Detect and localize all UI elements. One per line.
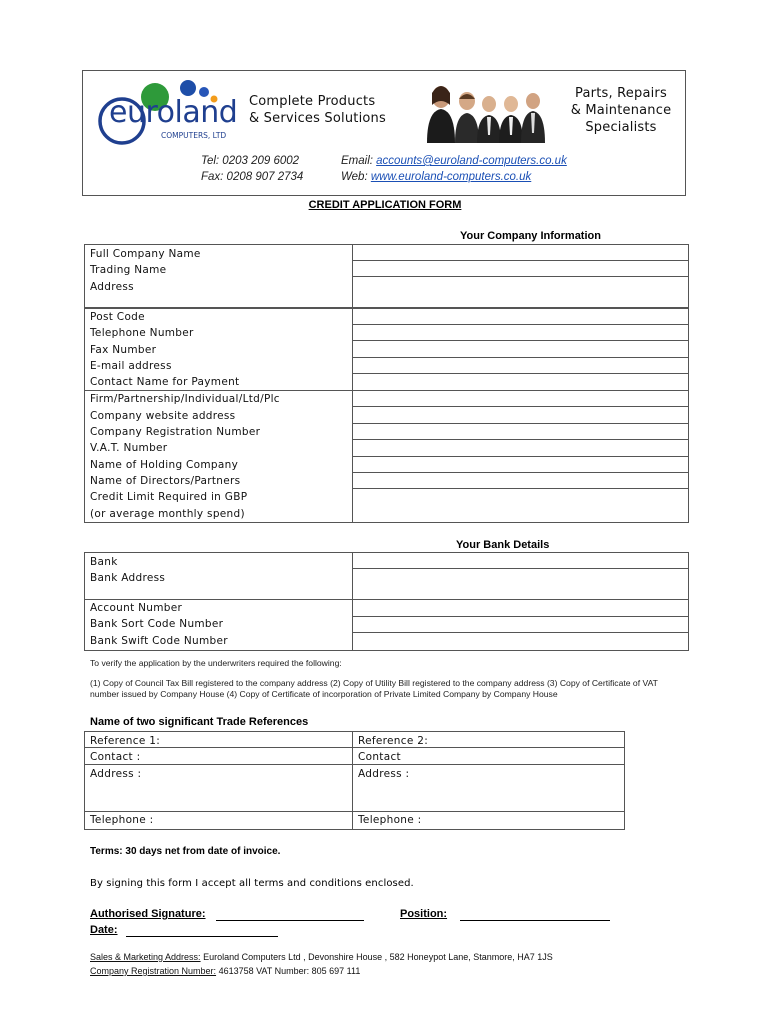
label-trading-name: Trading Name bbox=[90, 264, 167, 277]
label-sort-code: Bank Sort Code Number bbox=[90, 618, 224, 631]
tagline-line-2: & Services Solutions bbox=[249, 111, 386, 126]
company-divider-9 bbox=[352, 439, 688, 440]
label-address: Address bbox=[90, 280, 134, 293]
company-divider-5 bbox=[352, 357, 688, 358]
references-row-telephone bbox=[85, 812, 625, 830]
company-divider-6 bbox=[352, 373, 688, 374]
label-reference-1-address: Address : bbox=[90, 767, 142, 780]
label-directors-partners: Name of Directors/Partners bbox=[90, 474, 241, 487]
company-divider-4 bbox=[352, 340, 688, 341]
tagline-line-1: Complete Products bbox=[249, 94, 376, 109]
label-firm-type: Firm/Partnership/Individual/Ltd/Plc bbox=[90, 393, 280, 406]
bank-divider-2 bbox=[352, 616, 688, 617]
authorised-signature-label: Authorised Signature: bbox=[90, 908, 206, 920]
specialists-line-2: & Maintenance bbox=[570, 103, 672, 118]
bank-divider-1 bbox=[352, 568, 688, 569]
label-company-website: Company website address bbox=[90, 409, 236, 422]
label-post-code: Post Code bbox=[90, 311, 145, 323]
position-label: Position: bbox=[400, 908, 448, 920]
person-1 bbox=[427, 86, 455, 143]
references-divider-1 bbox=[84, 747, 624, 748]
online-block bbox=[341, 153, 567, 185]
label-vat-number: V.A.T. Number bbox=[90, 442, 168, 455]
bank-section-title: Your Bank Details bbox=[456, 539, 550, 551]
label-account-number: Account Number bbox=[90, 602, 183, 614]
company-divider-2 bbox=[352, 276, 688, 277]
label-bank-address: Bank Address bbox=[90, 572, 166, 585]
reference-2-cell[interactable] bbox=[353, 732, 625, 812]
bank-input-account[interactable] bbox=[353, 600, 689, 651]
bank-details-table bbox=[84, 552, 689, 651]
references-row-main bbox=[85, 732, 625, 812]
bank-divider-3 bbox=[352, 632, 688, 633]
reference-2-telephone-cell[interactable] bbox=[353, 812, 625, 830]
logo-wordmark: euroland bbox=[109, 95, 238, 130]
telephone: Tel: 0203 209 6002 bbox=[201, 155, 300, 167]
footer-registration-value: 4613758 VAT Number: 805 697 111 bbox=[216, 966, 361, 976]
label-reference-1: Reference 1: bbox=[90, 735, 161, 747]
specialists-line-1: Parts, Repairs bbox=[575, 86, 667, 101]
company-divider-10 bbox=[352, 456, 688, 457]
logo-subtext: COMPUTERS, LTD bbox=[161, 131, 227, 140]
terms-text: Terms: 30 days net from date of invoice. bbox=[90, 846, 281, 857]
company-input-contact[interactable] bbox=[353, 308, 689, 391]
label-telephone-number: Telephone Number bbox=[90, 327, 194, 340]
bank-labels-1 bbox=[85, 553, 353, 600]
references-divider-2 bbox=[84, 764, 624, 765]
company-labels-1 bbox=[85, 245, 353, 309]
date-label: Date: bbox=[90, 924, 118, 936]
label-credit-limit: Credit Limit Required in GBP bbox=[90, 491, 248, 504]
references-title: Name of two significant Trade References bbox=[90, 716, 309, 728]
bank-labels-2 bbox=[85, 600, 353, 651]
references-table bbox=[84, 731, 625, 830]
label-reference-2: Reference 2: bbox=[358, 735, 429, 747]
bank-row-account bbox=[85, 600, 689, 651]
company-divider-7 bbox=[352, 406, 688, 407]
tagline bbox=[249, 93, 386, 127]
company-labels-2 bbox=[85, 308, 353, 391]
footer-address-value: Euroland Computers Ltd , Devonshire House , 582 Honeypot Lane, Stanmore, HA7 1JS bbox=[200, 952, 553, 962]
staff-photo bbox=[419, 77, 553, 143]
logo-blue-dot bbox=[180, 80, 196, 96]
footer-address-label: Sales & Marketing Address: bbox=[90, 952, 201, 962]
web-label: Web: bbox=[341, 171, 371, 183]
label-email-address: E-mail address bbox=[90, 359, 172, 372]
reference-1-cell[interactable] bbox=[85, 732, 353, 812]
company-row-contact bbox=[85, 308, 689, 391]
label-reference-2-telephone: Telephone : bbox=[358, 814, 422, 826]
verify-intro: To verify the application by the underwriters required the following: bbox=[90, 658, 342, 668]
form-title: CREDIT APPLICATION FORM bbox=[308, 199, 462, 211]
label-reference-2-contact: Contact bbox=[358, 751, 401, 764]
label-bank: Bank bbox=[90, 556, 118, 568]
date-line[interactable] bbox=[126, 936, 278, 937]
verify-details bbox=[90, 678, 690, 700]
footer-registration-label: Company Registration Number: bbox=[90, 966, 217, 976]
phone-block bbox=[201, 153, 303, 185]
company-divider-12 bbox=[352, 488, 688, 489]
label-full-company-name: Full Company Name bbox=[90, 248, 201, 260]
person-5 bbox=[521, 93, 545, 143]
label-swift-code: Bank Swift Code Number bbox=[90, 634, 228, 647]
position-line[interactable] bbox=[460, 920, 610, 921]
label-fax-number: Fax Number bbox=[90, 343, 157, 356]
web-link[interactable]: www.euroland-computers.co.uk bbox=[370, 171, 532, 183]
verify-details-line-2: number issued by Company House (4) Copy of Certificate of incorporation of Private Limited Company by Company House bbox=[90, 689, 558, 699]
label-company-registration: Company Registration Number bbox=[90, 426, 261, 439]
letterhead bbox=[82, 70, 686, 196]
signature-line[interactable] bbox=[216, 920, 364, 921]
label-reference-1-contact: Contact : bbox=[90, 751, 141, 764]
person-3 bbox=[477, 96, 501, 143]
company-divider-1 bbox=[352, 260, 688, 261]
footer-registration bbox=[90, 964, 360, 978]
company-divider-3 bbox=[352, 324, 688, 325]
reference-1-telephone-cell[interactable] bbox=[85, 812, 353, 830]
label-reference-2-address: Address : bbox=[358, 767, 410, 780]
email-label: Email: bbox=[341, 155, 377, 167]
email-link[interactable]: accounts@euroland-computers.co.uk bbox=[376, 155, 567, 167]
bank-row-address bbox=[85, 553, 689, 600]
company-section-title: Your Company Information bbox=[460, 230, 601, 242]
verify-details-line-1: (1) Copy of Council Tax Bill registered to the company address (2) Copy of Utility Bill registered to the company address (3) Copy of Certificate of VAT bbox=[90, 678, 658, 688]
bank-input-address[interactable] bbox=[353, 553, 689, 600]
person-2 bbox=[455, 92, 479, 143]
specialists-text bbox=[569, 85, 673, 136]
company-divider-8 bbox=[352, 423, 688, 424]
company-divider-11 bbox=[352, 472, 688, 473]
label-contact-name-payment: Contact Name for Payment bbox=[90, 376, 240, 389]
person-4 bbox=[499, 96, 523, 143]
label-average-monthly-spend: (or average monthly spend) bbox=[90, 507, 245, 520]
footer-address bbox=[90, 950, 553, 964]
label-holding-company: Name of Holding Company bbox=[90, 458, 239, 471]
fax: Fax: 0208 907 2734 bbox=[201, 171, 304, 183]
specialists-line-3: Specialists bbox=[585, 120, 657, 135]
accept-text: By signing this form I accept all terms and conditions enclosed. bbox=[90, 878, 414, 889]
company-labels-3 bbox=[85, 391, 353, 523]
label-reference-1-telephone: Telephone : bbox=[90, 814, 154, 826]
